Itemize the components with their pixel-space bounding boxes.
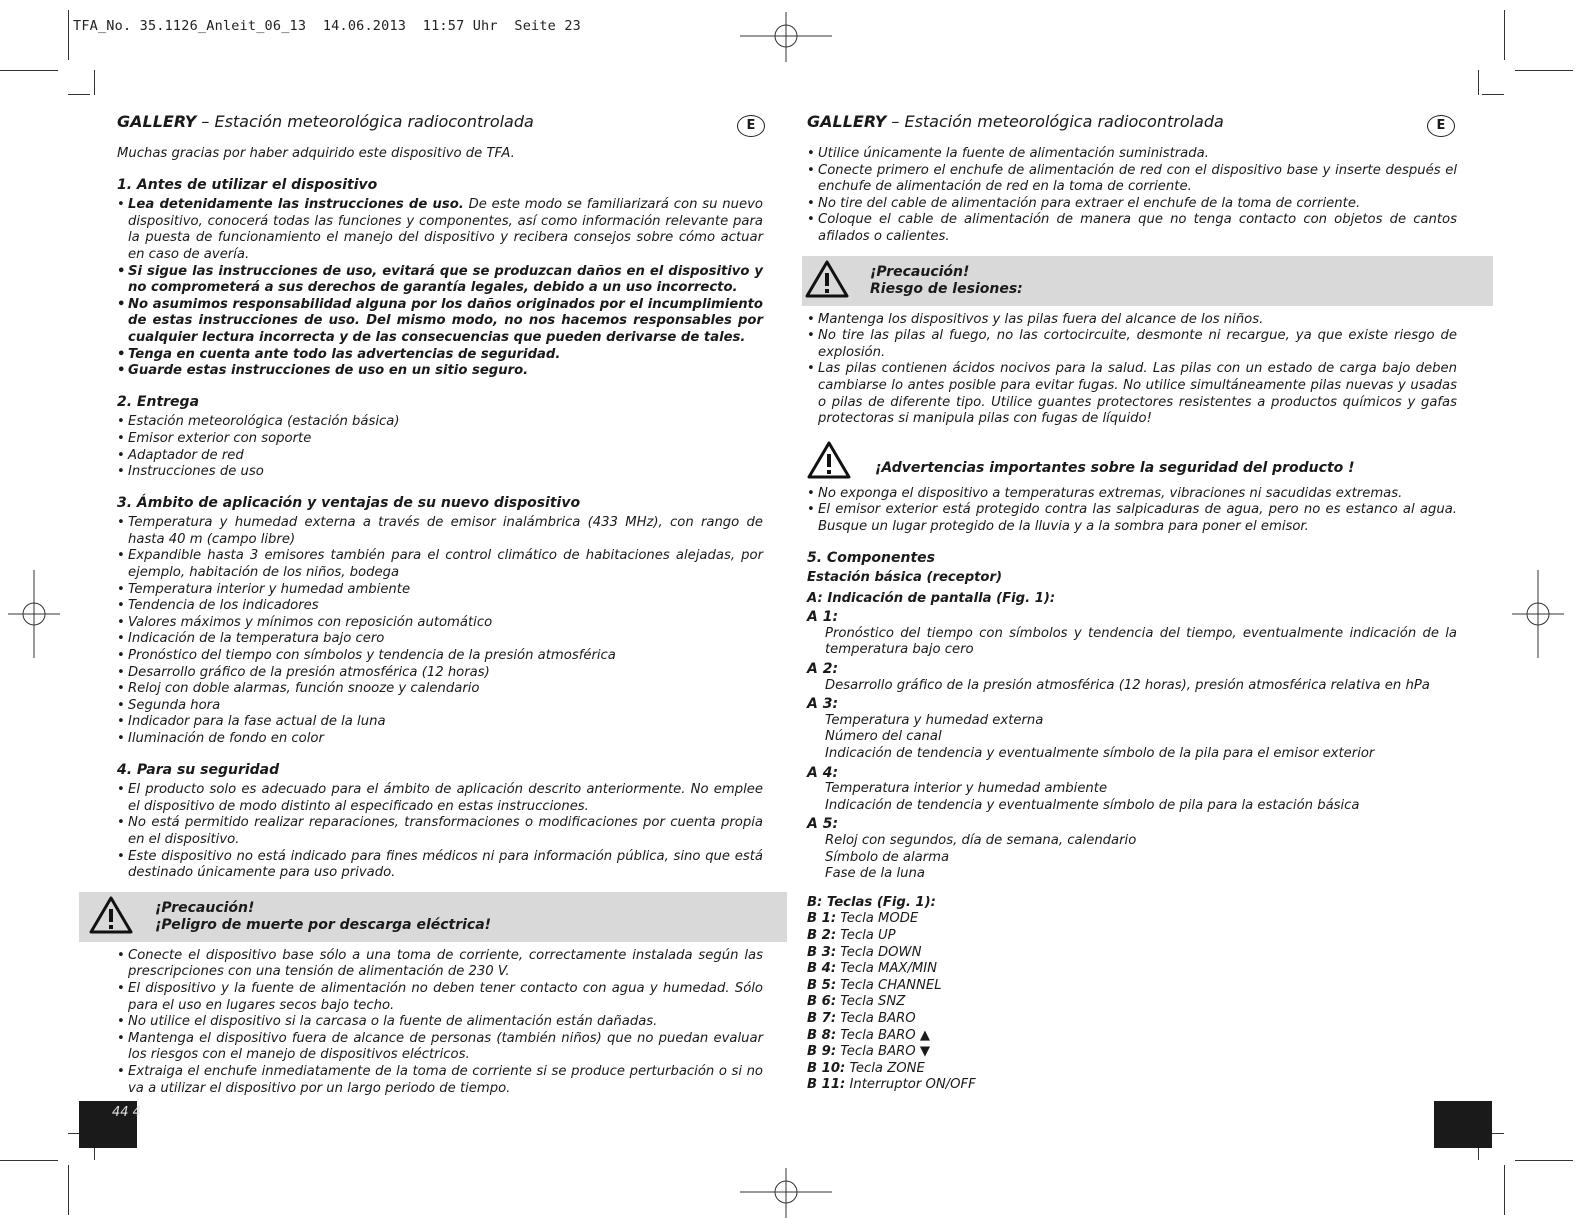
- component-label: A 1:: [807, 609, 839, 626]
- component-label: A 4:: [807, 764, 839, 781]
- keys-heading: B: Teclas (Fig. 1):: [807, 894, 936, 910]
- section-2-title: 2. Entrega: [117, 393, 200, 410]
- warning-triangle-icon: [805, 259, 849, 299]
- list-item: • No utilice el dispositivo si la carcasa o la fuente de alimentación están dañadas.: [117, 1014, 763, 1031]
- language-badge: E: [1427, 115, 1455, 137]
- list-item: • No está permitido realizar reparaciones, transformaciones o modificaciones por cuenta propia en el dispositivo.: [117, 815, 763, 848]
- intro-text: Muchas gracias por haber adquirido este dispositivo de TFA.: [117, 146, 515, 161]
- key-item: B 5: Tecla CHANNEL: [807, 977, 942, 993]
- section-4-title: 4. Para su seguridad: [117, 761, 280, 778]
- section-2-list: [117, 414, 763, 480]
- section-1-title: 1. Antes de utilizar el dispositivo: [117, 176, 378, 193]
- list-item: • El dispositivo y la fuente de alimentación no deben tener contacto con agua y humedad. Sólo para el uso en lugares secos bajo techo.: [117, 981, 763, 1014]
- list-item: • Las pilas contienen ácidos nocivos para la salud. Las pilas con un estado de carga bajo deben cambiarse lo antes posible para evitar fugas. No utilice simultáneamente pilas nuevas y usadas o pilas de diferente tipo. Utilice guantes protectores resistentes a productos químicos y gafas protectoras si manipula pilas con fugas de líquido!: [807, 361, 1457, 427]
- section-5-title: 5. Componentes: [807, 549, 936, 566]
- list-item: • Coloque el cable de alimentación de manera que no tenga contacto con objetos de cantos afilados o calientes.: [807, 212, 1457, 245]
- list-item: • Guarde estas instrucciones de uso en un sitio seguro.: [117, 363, 763, 380]
- list-item: • Tendencia de los indicadores: [117, 598, 763, 615]
- component-desc: Indicación de tendencia y eventualmente símbolo de la pila para el emisor exterior: [825, 746, 1375, 762]
- list-item: • Reloj con doble alarmas, función snooze y calendario: [117, 681, 763, 698]
- list-item: • Utilice únicamente la fuente de alimentación suministrada.: [807, 146, 1457, 163]
- component-desc: Reloj con segundos, día de semana, calendario: [825, 833, 1137, 848]
- list-item: • Extraiga el enchufe inmediatamente de la toma de corriente si se produce perturbación o si no va a utilizar el dispositivo por un largo periodo de tiempo.: [117, 1064, 763, 1097]
- list-item: • El producto solo es adecuado para el ámbito de aplicación descrito anteriormente. No emplee el dispositivo de modo distinto al especificado en estas instrucciones.: [117, 782, 763, 815]
- key-item: B 10: Tecla ZONE: [807, 1060, 925, 1076]
- warning-box-electric: [79, 892, 787, 942]
- component-label: A 5:: [807, 816, 839, 833]
- warning-box-injury: [802, 256, 1493, 306]
- section-1-list: [117, 197, 763, 380]
- list-item: • Valores máximos y mínimos con reposición automático: [117, 615, 763, 632]
- language-badge: E: [737, 115, 765, 137]
- base-station-subtitle: Estación básica (receptor): [807, 570, 1003, 586]
- key-item: B 4: Tecla MAX/MIN: [807, 961, 938, 977]
- component-desc: Desarrollo gráfico de la presión atmosférica (12 horas), presión atmosférica relativa en hPa: [825, 677, 1430, 693]
- warning-text: ¡Advertencias importantes sobre la seguridad del producto !: [875, 459, 1355, 476]
- list-item: • No tire las pilas al fuego, no las cortocircuite, desmonte ni recargue, ya que existe riesgo de explosión.: [807, 328, 1457, 361]
- component-desc: Temperatura y humedad externa: [825, 712, 1044, 728]
- component-desc: Pronóstico del tiempo con símbolos y tendencia del tiempo, eventualmente indicación de la temperatura bajo cero: [825, 625, 1457, 658]
- list-item: • Adaptador de red: [117, 448, 763, 465]
- list-item: • Indicador para la fase actual de la luna: [117, 714, 763, 731]
- keys-list: [807, 911, 1457, 1094]
- list-item: • Temperatura y humedad externa a través de emisor inalámbrica (433 MHz), con rango de hasta 40 m (campo libre): [117, 515, 763, 548]
- list-item: • No asumimos responsabilidad alguna por los daños originados por el incumplimiento de estas instrucciones de uso. Del mismo modo, no nos hacemos responsables por cualquier lectura incorrecta y de las consecuencias que pueden derivarse de tales.: [117, 297, 763, 347]
- list-item: • Desarrollo gráfico de la presión atmosférica (12 horas): [117, 665, 763, 682]
- key-item: B 3: Tecla DOWN: [807, 944, 922, 960]
- component-label: A 3:: [807, 696, 839, 713]
- page-number: 44 4: [112, 1105, 141, 1120]
- list-item: • Este dispositivo no está indicado para fines médicos ni para información pública, sino que está destinado únicamente para uso privado.: [117, 849, 763, 882]
- registration-mark-top: [740, 12, 832, 62]
- warning-electric-list: [117, 948, 763, 1097]
- right-column: [807, 114, 1457, 1094]
- list-item: • Iluminación de fondo en color: [117, 731, 763, 748]
- list-item: • El emisor exterior está protegido contra las salpicaduras de agua, pero no es estanco al agua. Busque un lugar protegido de la lluvia y a la sombra para poner el emisor.: [807, 502, 1457, 535]
- component-desc: Número del canal: [825, 729, 942, 745]
- warning-product-list: [807, 486, 1457, 536]
- list-item: • Lea detenidamente las instrucciones de uso. De este modo se familiarizará con su nuevo dispositivo, conocerá todas las funciones y componentes, así como información relevante para la puesta de funcionamiento el manejo del dispositivo y recibera consejos sobre cómo actuar en caso de avería.: [117, 197, 763, 263]
- right-title-row: [807, 114, 1457, 138]
- warning-injury-list: [807, 312, 1457, 428]
- power-list: [807, 146, 1457, 246]
- warning-text: ¡Precaución! ¡Peligro de muerte por descarga eléctrica!: [155, 899, 492, 933]
- list-item: • Mantenga el dispositivo fuera de alcance de personas (también niños) que no puedan evaluar los riesgos con el manejo de dispositivos eléctricos.: [117, 1031, 763, 1064]
- print-header: TFA_No. 35.1126_Anleit_06_13 14.06.2013 11:57 Uhr Seite 23: [73, 18, 581, 34]
- component-desc: Temperatura interior y humedad ambiente: [825, 781, 1108, 797]
- section-3-list: [117, 515, 763, 747]
- list-item: • Temperatura interior y humedad ambiente: [117, 582, 763, 599]
- key-item: B 1: Tecla MODE: [807, 911, 919, 927]
- list-item: • Conecte primero el enchufe de alimentación de red con el dispositivo base y inserte después el enchufe de alimentación de red en la toma de corriente.: [807, 163, 1457, 196]
- list-item: • Instrucciones de uso: [117, 464, 763, 481]
- component-desc: Indicación de tendencia y eventualmente símbolo de pila para la estación básica: [825, 797, 1360, 813]
- list-item: • Mantenga los dispositivos y las pilas fuera del alcance de los niños.: [807, 312, 1457, 329]
- list-item: • Pronóstico del tiempo con símbolos y tendencia de la presión atmosférica: [117, 648, 763, 665]
- list-item: • Segunda hora: [117, 698, 763, 715]
- key-item: B 6: Tecla SNZ: [807, 994, 906, 1010]
- list-item: • Expandible hasta 3 emisores también para el control climático de habitaciones alejadas, por ejemplo, habitación de los niños, bodega: [117, 548, 763, 581]
- list-item: • Conecte el dispositivo base sólo a una toma de corriente, correctamente instalada según las prescripciones con una tensión de alimentación de 230 V.: [117, 948, 763, 981]
- warning-triangle-icon: [807, 440, 851, 480]
- registration-mark-left: [8, 570, 60, 658]
- list-item: • Estación meteorológica (estación básica): [117, 414, 763, 431]
- list-item: • Tenga en cuenta ante todo las advertencias de seguridad.: [117, 347, 763, 364]
- left-title-row: [117, 114, 763, 138]
- key-item: B 11: Interruptor ON/OFF: [807, 1077, 976, 1093]
- component-desc: Símbolo de alarma: [825, 849, 950, 865]
- warning-text: ¡Precaución! Riesgo de lesiones:: [870, 263, 1023, 297]
- component-label: A 2:: [807, 661, 839, 678]
- right-doc-title: GALLERY – Estación meteorológica radiocontrolada: [807, 112, 1224, 131]
- left-doc-title: GALLERY – Estación meteorológica radiocontrolada: [117, 112, 534, 131]
- section-3-title: 3. Ámbito de aplicación y ventajas de su nuevo dispositivo: [117, 494, 581, 511]
- list-item: • Emisor exterior con soporte: [117, 431, 763, 448]
- page-tab-right: [1434, 1101, 1492, 1148]
- warning-triangle-icon: [89, 895, 133, 935]
- registration-mark-right: [1512, 570, 1564, 658]
- key-item: B 9: Tecla BARO ▼: [807, 1044, 930, 1060]
- display-components: [807, 609, 1457, 883]
- registration-mark-bottom: [740, 1168, 832, 1218]
- list-item: • No exponga el dispositivo a temperaturas extremas, vibraciones ni sacudidas extremas.: [807, 486, 1457, 503]
- list-item: • Si sigue las instrucciones de uso, evitará que se produzcan daños en el dispositivo y no comprometerá a sus derechos de garantía legales, debido a un uso incorrecto.: [117, 264, 763, 297]
- left-column: [117, 114, 763, 1097]
- section-4-list: [117, 782, 763, 882]
- component-desc: Fase de la luna: [825, 866, 925, 882]
- key-item: B 8: Tecla BARO ▲: [807, 1027, 930, 1043]
- list-item: • Indicación de la temperatura bajo cero: [117, 631, 763, 648]
- key-item: B 7: Tecla BARO: [807, 1010, 916, 1026]
- list-item: • No tire del cable de alimentación para extraer el enchufe de la toma de corriente.: [807, 196, 1457, 213]
- display-heading: A: Indicación de pantalla (Fig. 1):: [807, 590, 1056, 606]
- key-item: B 2: Tecla UP: [807, 927, 896, 943]
- warning-box-product: [807, 440, 1457, 482]
